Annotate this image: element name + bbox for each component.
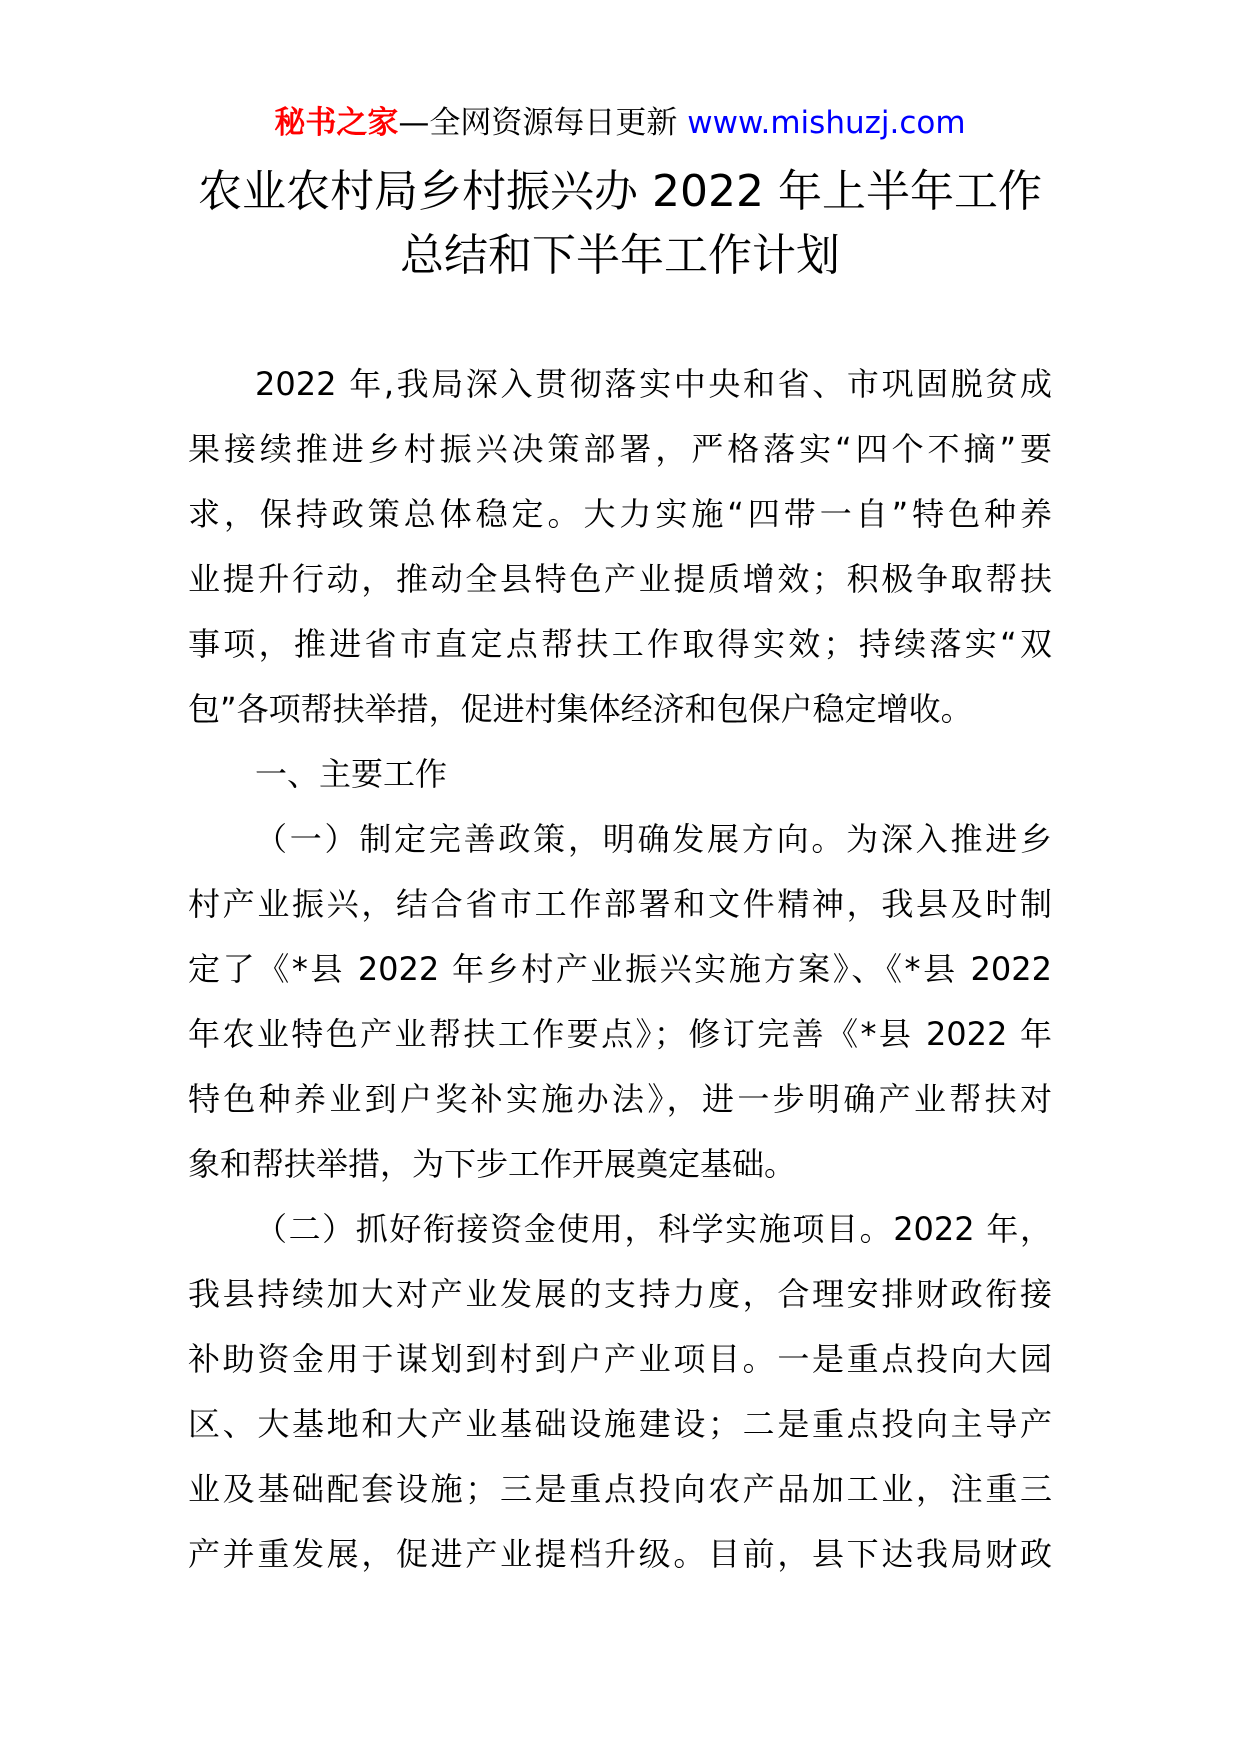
paragraph-line: 象和帮扶举措，为下步工作开展奠定基础。: [188, 1145, 797, 1183]
paragraph-funding: [188, 1197, 1052, 1587]
document-title: [0, 160, 1240, 288]
paragraph-line: 果接续推进乡村振兴决策部署，严格落实“四个不摘”要: [188, 430, 1052, 468]
site-brand: 秘书之家: [274, 105, 399, 141]
paragraph-line: 事项，推进省市直定点帮扶工作取得实效；持续落实“双: [188, 625, 1052, 663]
paragraph-line: 包”各项帮扶举措，促进村集体经济和包保户稳定增收。: [188, 690, 973, 728]
paragraph-line: 2022 年,我局深入贯彻落实中央和省、市巩固脱贫成: [255, 365, 1052, 403]
paragraph-line: 年农业特色产业帮扶工作要点》；修订完善《*县 2022 年: [188, 1015, 1052, 1053]
site-url-link[interactable]: www.mishuzj.com: [687, 105, 966, 141]
paragraph-line: 求，保持政策总体稳定。大力实施“四带一自”特色种养: [188, 495, 1052, 533]
document-title-line: 总结和下半年工作计划: [400, 230, 840, 281]
paragraph-line: 我县持续加大对产业发展的支持力度，合理安排财政衔接: [188, 1275, 1052, 1313]
paragraph-line: （一）制定完善政策，明确发展方向。为深入推进乡: [255, 820, 1052, 858]
paragraph-line: 定了《*县 2022 年乡村产业振兴实施方案》、《*县 2022: [188, 950, 1052, 988]
paragraph-line: 村产业振兴，结合省市工作部署和文件精神，我县及时制: [188, 885, 1052, 923]
paragraph-line: 产并重发展，促进产业提档升级。目前，县下达我局财政: [188, 1535, 1052, 1573]
paragraph-line: 业及基础配套设施；三是重点投向农产品加工业，注重三: [188, 1470, 1052, 1508]
paragraph-policy: [188, 807, 1052, 1197]
section-heading-text: 一、主要工作: [255, 755, 448, 793]
site-tagline: —全网资源每日更新: [398, 105, 688, 141]
paragraph-line: 区、大基地和大产业基础设施建设；二是重点投向主导产: [188, 1405, 1052, 1443]
document-title-line: 农业农村局乡村振兴办 2022 年上半年工作: [198, 166, 1042, 217]
paragraph-line: 业提升行动，推动全县特色产业提质增效；积极争取帮扶: [188, 560, 1052, 598]
paragraph-intro: [188, 352, 1052, 742]
paragraph-line: （二）抓好衔接资金使用，科学实施项目。2022 年，: [255, 1210, 1052, 1248]
paragraph-line: 特色种养业到户奖补实施办法》，进一步明确产业帮扶对: [188, 1080, 1052, 1118]
section-heading: [188, 742, 1052, 807]
site-header: [0, 103, 1240, 143]
paragraph-line: 补助资金用于谋划到村到户产业项目。一是重点投向大园: [188, 1340, 1052, 1378]
document-body: [188, 352, 1052, 1587]
